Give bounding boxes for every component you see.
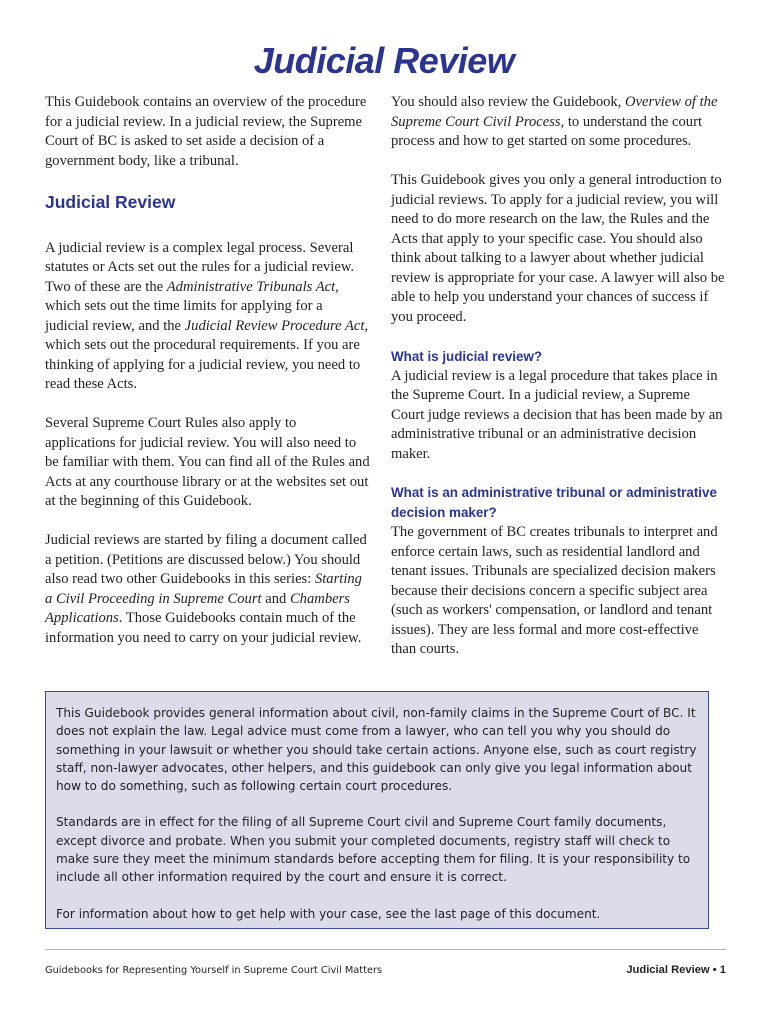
disclaimer-box	[45, 691, 709, 929]
act-title-administrative-tribunals: Administrative Tribunals Act	[166, 278, 336, 295]
footer-page-label: Judicial Review • 1	[626, 964, 726, 976]
disclaimer-paragraph: This Guidebook provides general information about civil, non-family claims in the Supreme Court of BC. It does not explain the law. Legal advice must come from a lawyer, who can tell you why you should do something in your lawsuit or whether you should take certain actions. Anyone else, such as court registry staff, non-lawyer advocates, other helpers, and this guidebook can only give you legal information about how to do something, such as following certain court procedures.	[56, 706, 697, 794]
question-answer-tribunal: The government of BC creates tribunals to interpret and enforce certain laws, such as residential landlord and tenant issues. Tribunals are specialized decision makers because their decisions concern a specific subject area (such as workers' compensation, or landlord and tenant issues). They are less formal and more cost-effective than courts.	[391, 524, 718, 657]
help-paragraph: For information about how to get help with your case, see the last page of this document.	[56, 906, 601, 921]
guidebook-title-overview: Overview of the Supreme Court Civil Process	[391, 94, 718, 130]
introduction-paragraph: This Guidebook gives you only a general introduction to judicial reviews. To apply for a judicial review, you will need to do more research on the law, the Rules and the Acts that apply to your specific case. You should also think about talking to a lawyer about whether judicial review is appropriate for your case. A lawyer will also be able to help you understand your chances of success if you proceed.	[391, 172, 725, 325]
standards-paragraph: Standards are in effect for the filing of all Supreme Court civil and Supreme Court family documents, except divorce and probate. When you submit your completed documents, registry staff will check to make sure they meet the minimum standards before accepting them for filing. It is your responsibility to include all other information required by the court and ensure it is correct.	[56, 815, 691, 885]
intro-paragraph: This Guidebook contains an overview of the procedure for a judicial review. In a judicial review, the Supreme Court of BC is asked to set aside a decision of a government body, like a tribunal.	[45, 94, 367, 169]
question-answer-judicial-review: A judicial review is a legal procedure that takes place in the Supreme Court. In a judicial review, a Supreme Court judge reviews a decision that has been made by an administrative tribunal or an administrative decision maker.	[391, 367, 723, 462]
act-title-judicial-review-procedure: Judicial Review Procedure Act	[184, 317, 365, 334]
page-title: Judicial Review	[253, 40, 515, 81]
left-column	[45, 93, 370, 648]
right-column	[391, 93, 726, 660]
acts-paragraph: A judicial review is a complex legal process. Several statutes or Acts set out the rules for a judicial review. Two of these are the Administrative Tribunals Act, which sets out the time limits for applying for a judicial review, and the Judicial Review Procedure Act, which sets out the procedural requirements. If you are thinking of applying for a judicial review, you need to read these Acts.	[45, 239, 369, 392]
footer-divider	[45, 949, 726, 950]
rules-paragraph: Several Supreme Court Rules also apply to applications for judicial review. You will also need to be familiar with them. You can find all of the Rules and Acts at any courthouse library or at the websites set out at the beginning of this Guidebook.	[45, 415, 370, 509]
footer-series: Guidebooks for Representing Yourself in Supreme Court Civil Matters	[45, 965, 383, 976]
section-heading: Judicial Review	[45, 192, 176, 212]
question-heading-tribunal: What is an administrative tribunal or administrative decision maker?	[391, 485, 717, 520]
guidebook-title-starting: Starting a Civil Proceeding in Supreme Court	[45, 571, 362, 607]
guidebook-title-chambers: Chambers Applications	[45, 590, 350, 626]
petition-paragraph: Judicial reviews are started by filing a document called a petition. (Petitions are discussed below.) You should also read two other Guidebooks in this series: Starting a Civil Proceeding in Supreme Court and Chambers Applications. Those Guidebooks contain much of the information you need to carry on your judicial review.	[45, 532, 367, 646]
question-heading-judicial-review: What is judicial review?	[391, 348, 543, 364]
overview-paragraph: You should also review the Guidebook, Overview of the Supreme Court Civil Process, to understand the court process and how to get started on some procedures.	[391, 94, 718, 149]
